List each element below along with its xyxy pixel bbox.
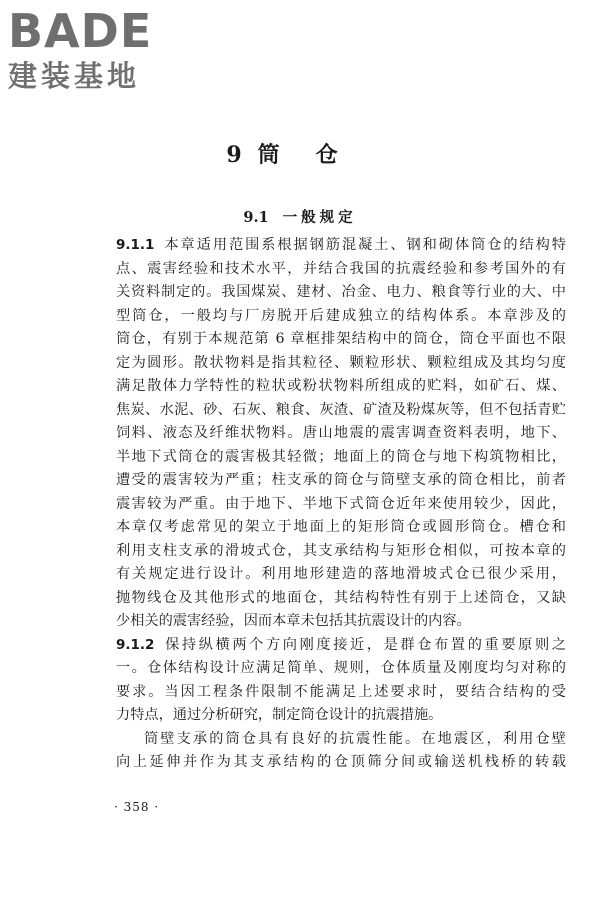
- watermark-logo: [8, 6, 178, 94]
- text-line: [116, 493, 566, 517]
- clause-text: 饲料、液态及纤维状物料。唐山地震的震害调查资料表明，地下、: [116, 425, 566, 441]
- clause-text: 本章仅考虑常见的架立于地面上的矩形筒仓或圆形筒仓。槽仓和: [116, 519, 566, 535]
- text-line: [116, 352, 566, 376]
- section-name: 一般规定: [282, 209, 357, 226]
- clause-text: 力特点，通过分析研究，制定筒仓设计的抗震措施。: [116, 707, 443, 723]
- clause-text: 少相关的震害经验，因而本章未包括其抗震设计的内容。: [116, 613, 471, 629]
- watermark-subtitle: 建装基地: [8, 59, 141, 93]
- clause-text: 保持纵横两个方向刚度接近，是群仓布置的重要原则之: [162, 636, 566, 653]
- clause-text: 要求。当因工程条件限制不能满足上述要求时，要结合结构的受: [116, 683, 566, 700]
- clause-text: 有关规定进行设计。利用地形建造的落地滑坡式仓已很少采用，: [116, 566, 566, 582]
- section-number: 9.1: [243, 209, 269, 226]
- clause-text: 遭受的震害较为严重；柱支承的筒仓与筒壁支承的筒仓相比，前者: [116, 472, 566, 488]
- clause-text: 点、震害经验和技术水平，并结合我国的抗震经验和参考国外的有: [116, 260, 566, 277]
- clause-text: 本章适用范围系根据钢筋混凝土、钢和砌体筒仓的结构特: [162, 237, 566, 253]
- text-line: [116, 375, 566, 399]
- text-line: [116, 681, 566, 705]
- chapter-number: 9: [226, 142, 244, 168]
- clause-text: 一。仓体结构设计应满足简单、规则，仓体质量及刚度均匀对称的: [116, 660, 566, 676]
- text-line: [116, 634, 566, 658]
- text-line: [116, 446, 566, 470]
- text-line: [116, 563, 566, 587]
- clause-text: 筒仓，有别于本规范第 6 章框排架结构中的筒仓，筒仓平面也不限: [116, 331, 566, 347]
- text-line: [116, 305, 566, 329]
- text-line: [116, 704, 566, 728]
- clause-text: 震害较为严重。由于地下、半地下式筒仓近年来使用较少，因此，: [116, 495, 566, 512]
- text-line: [116, 610, 566, 634]
- text-line: [116, 258, 566, 282]
- clause-text: 关资料制定的。我国煤炭、建材、冶金、电力、粮食等行业的大、中: [116, 284, 566, 300]
- text-line: [116, 422, 566, 446]
- clause-number: 9.1.2: [116, 636, 155, 653]
- text-line: [116, 540, 566, 564]
- section-title: [0, 206, 600, 227]
- text-line: [116, 469, 566, 493]
- clause-number: 9.1.1: [116, 237, 155, 253]
- text-line: [116, 728, 566, 752]
- clause-text: 半地下式筒仓的震害极其轻微；地面上的筒仓与地下构筑物相比，: [116, 448, 566, 465]
- clause-text: 利用支柱支承的滑坡式仓，其支承结构与矩形仓相似，可按本章的: [116, 542, 566, 559]
- page-number: · 358 ·: [114, 800, 160, 814]
- watermark-brand: BADE: [8, 4, 153, 58]
- chapter-title: [0, 138, 600, 169]
- clause-text: 满足散体力学特性的粒状或粉状物料所组成的贮料，如矿石、煤、: [116, 378, 566, 394]
- clause-text: 型筒仓，一般均与厂房脱开后建成独立的结构体系。本章涉及的: [116, 307, 566, 324]
- document-body: [116, 234, 566, 775]
- chapter-name: 筒仓: [257, 142, 374, 168]
- clause-text: 焦炭、水泥、砂、石灰、粮食、灰渣、矿渣及粉煤灰等，但不包括青贮: [116, 401, 566, 418]
- text-line: [116, 657, 566, 681]
- clause-text: 定为圆形。散状物料是指其粒径、颗粒形状、颗粒组成及其均匀度: [116, 354, 566, 371]
- text-line: [116, 281, 566, 305]
- text-line: [116, 751, 566, 775]
- text-line: [116, 399, 566, 423]
- clause-text: 筒壁支承的筒仓具有良好的抗震性能。在地震区，利用仓壁: [144, 730, 566, 747]
- text-line: [116, 234, 566, 258]
- text-line: [116, 516, 566, 540]
- clause-text: 抛物线仓及其他形式的地面仓，其结构特性有别于上述筒仓，又缺: [116, 589, 566, 606]
- clause-text: 向上延伸并作为其支承结构的仓顶筛分间或输送机栈桥的转载: [116, 754, 566, 770]
- text-line: [116, 328, 566, 352]
- text-line: [116, 587, 566, 611]
